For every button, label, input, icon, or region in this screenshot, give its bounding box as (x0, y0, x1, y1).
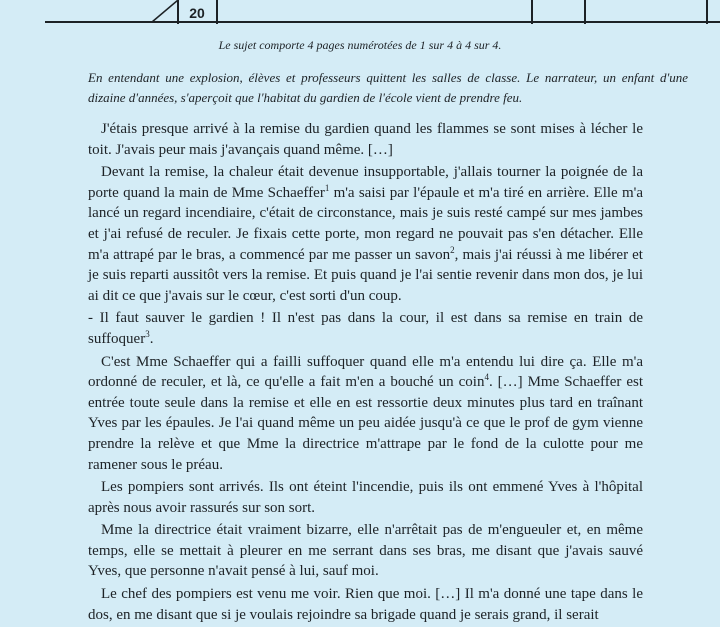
table-diagonal-line (150, 0, 180, 24)
paragraph-2-part-a: Devant la remise, la chaleur était devenue insupportable, j'allais tourner la poignée de la porte quand la main de Mme Schaeffer (88, 164, 643, 201)
paragraph-4 (88, 352, 643, 476)
paragraph-2-part-c: , mais j'ai réussi à me libérer et je suis reparti aussitôt vers la remise. Et puis quand je l'ai sentie revenir dans mon dos, je lui ai dit ce que j'avais sur le cœur, c'est sorti d'un coup. (88, 246, 643, 304)
paragraph-2-part-b: m'a saisi par l'épaule et m'a tiré en arrière. Elle m'a lancé un regard incendiaire, c'était de circonstance, mais je suis resté campé sur mes jambes et j'ai refusé de reculer. Je fixais cette porte, mon regard ne pouvait pas s'en détacher. Elle m'a attrapé par le bras, a commencé par me passer un savon (88, 184, 643, 263)
footnote-ref-4[interactable]: 4 (484, 372, 489, 383)
table-col-line-3 (531, 0, 533, 24)
paragraph-3 (88, 308, 643, 349)
paragraph-3-part-b: . (149, 330, 154, 347)
paragraph-7: Le chef des pompiers est venu me voir. Rien que moi. […] Il m'a donné une tape dans le dos, en me disant que si je voulais rejoindre sa brigade quand je serais grand, il serait (88, 586, 643, 623)
footnote-ref-3[interactable]: 3 (145, 328, 150, 339)
grading-table-fragment (0, 0, 720, 26)
paragraph-5: Les pompiers sont arrivés. Ils ont éteint l'incendie, puis ils ont emmené Yves à l'hôpital après nous avoir rassurés sur son sort. (88, 479, 643, 516)
paragraph-6: Mme la directrice était vraiment bizarre, elle n'arrêtait pas de m'engueuler et, en même temps, elle se mettait à pleurer en me serrant dans ses bras, me disant que j'avais sauvé Yves, que personne n'avait pensé à lui, sauf moi. (88, 522, 643, 580)
paragraph-4-part-b: . […] Mme Schaeffer est entrée toute seule dans la remise et elle en est ressortie deux minutes plus tard en traînant Yves par les épaules. Je l'ai quand même un peu aidée jusqu'à ce que le prof de gym vienne prendre la relève et que Mme la directrice m'attrape par le fond de la culotte pour me ramener sous le préau. (88, 374, 643, 473)
table-col-line-5 (706, 0, 708, 24)
excerpt-text (88, 119, 643, 627)
intro-paragraph: En entendant une explosion, élèves et professeurs quittent les salles de classe. Le narrateur, un enfant d'une dizaine d'années, s'aperçoit que l'habitat du gardien de l'école vient de prendre feu. (88, 70, 688, 105)
paragraph-1: J'étais presque arrivé à la remise du gardien quand les flammes se sont mises à lécher le toit. J'avais peur mais j'avançais quand même. […] (88, 121, 643, 158)
paragraph-3-part-a: - Il faut sauver le gardien ! Il n'est pas dans la cour, il est dans sa remise en train de suffoquer (88, 310, 643, 347)
footnote-ref-2[interactable]: 2 (450, 244, 455, 255)
footnote-ref-1[interactable]: 1 (324, 182, 330, 193)
paragraph-4-part-a: C'est Mme Schaeffer qui a failli suffoquer quand elle m'a entendu lui dire ça. Elle m'a ordonné de reculer, et là, ce qu'elle a fait m'en a bouché un coin (88, 353, 643, 391)
table-col-line-4 (584, 0, 586, 24)
page-count-note: Le sujet comporte 4 pages numérotées de 1 sur 4 à 4 sur 4. (218, 38, 502, 52)
table-col-line-2 (216, 0, 218, 24)
score-total: 20 (189, 5, 205, 21)
paragraph-2 (88, 162, 643, 306)
